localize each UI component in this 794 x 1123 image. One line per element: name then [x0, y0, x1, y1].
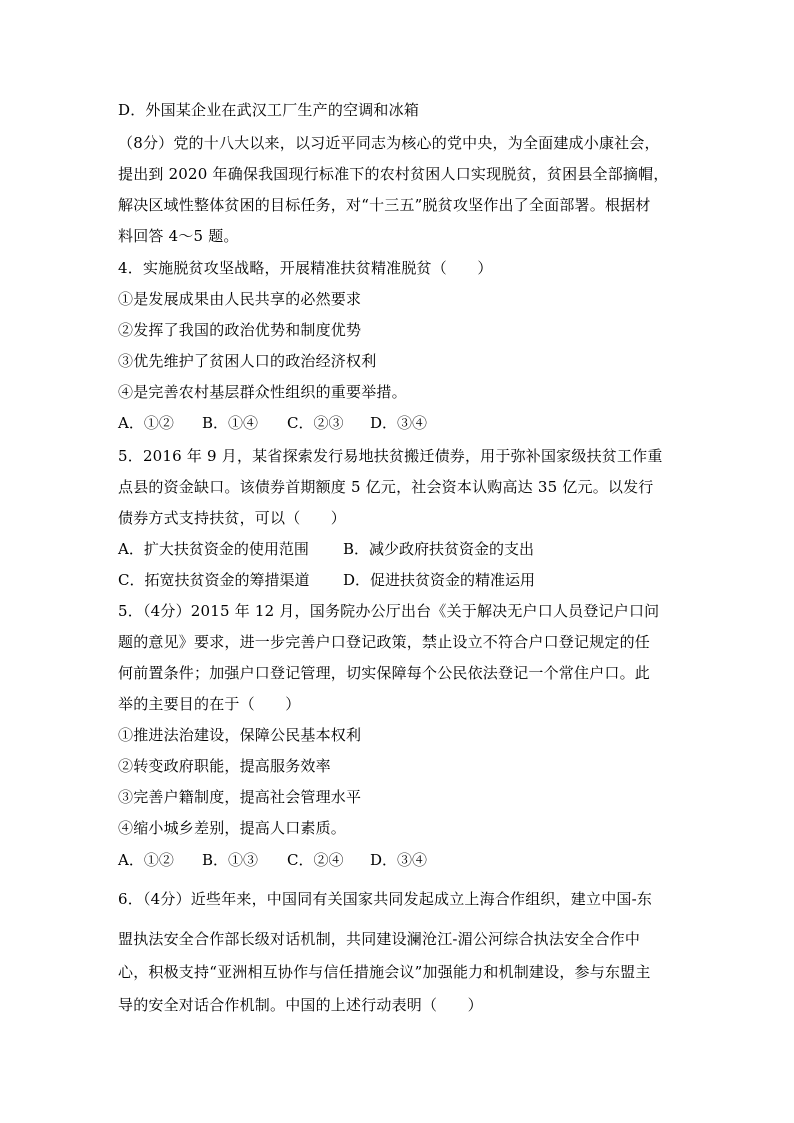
q4-option-a: A．①② [118, 414, 174, 432]
q5b-item-1: ①推进法治建设，保障公民基本权利 [118, 726, 362, 744]
q5b-option-c: C．②④ [287, 851, 344, 869]
q6-stem-1: 6．（4分）近些年来，中国同有关国家共同发起成立上海合作组织，建立中国-东 [118, 890, 653, 908]
q5b-option-a: A．①② [118, 851, 174, 869]
q6-stem-4: 导的安全对话合作机制。中国的上述行动表明（ ） [118, 996, 483, 1014]
q4-item-2: ②发挥了我国的政治优势和制度优势 [118, 321, 362, 339]
q5b-options [118, 850, 427, 870]
q4-option-d: D．③④ [370, 414, 428, 432]
intro-line-4: 料回答 4～5 题。 [118, 227, 239, 245]
q3-option-d: D．外国某企业在武汉工厂生产的空调和冰箱 [118, 101, 420, 119]
q5b-stem-4: 举的主要目的在于（ ） [118, 695, 301, 713]
q5a-options-row-2 [118, 570, 535, 590]
q5a-option-b: B．减少政府扶贫资金的支出 [343, 540, 535, 558]
intro-line-3: 解决区域性整体贫困的目标任务，对“十三五”脱贫攻坚作出了全面部署。根据材 [118, 196, 651, 214]
intro-line-2: 提出到 2020 年确保我国现行标准下的农村贫困人口实现脱贫，贫困县全部摘帽， [118, 165, 669, 183]
q4-item-3: ③优先维护了贫困人口的政治经济权利 [118, 352, 377, 370]
q5a-options-row-1 [118, 539, 534, 559]
q5b-stem-2: 题的意见》要求，进一步完善户口登记政策，禁止设立不符合户口登记规定的任 [118, 633, 651, 651]
q5b-item-2: ②转变政府职能，提高服务效率 [118, 757, 331, 775]
intro-line-1: （8分）党的十八大以来，以习近平同志为核心的党中央，为全面建成小康社会， [118, 134, 660, 152]
q5a-stem-3: 债券方式支持扶贫，可以（ ） [118, 509, 347, 527]
q5b-stem-1: 5．（4分）2015 年 12 月，国务院办公厅出台《关于解决无户口人员登记户口问 [118, 602, 660, 620]
q5b-option-d: D．③④ [370, 851, 428, 869]
q5a-stem-2: 点县的资金缺口。该债券首期额度 5 亿元，社会资本认购高达 35 亿元。以发行 [118, 478, 654, 496]
q5a-option-a: A．扩大扶贫资金的使用范围 [118, 540, 309, 558]
q5b-stem-3: 何前置条件；加强户口登记管理，切实保障每个公民依法登记一个常住户口。此 [118, 664, 651, 682]
q5a-option-c: C．拓宽扶贫资金的筹措渠道 [118, 571, 310, 589]
q5a-stem-1: 5．2016 年 9 月，某省探索发行易地扶贫搬迁债券，用于弥补国家级扶贫工作重 [118, 447, 663, 465]
q4-option-b: B．①④ [202, 414, 259, 432]
q5b-item-3: ③完善户籍制度，提高社会管理水平 [118, 788, 362, 806]
q4-stem: 4．实施脱贫攻坚战略，开展精准扶贫精准脱贫（ ） [118, 259, 493, 277]
q6-stem-2: 盟执法安全合作部长级对话机制，共同建设澜沧江-湄公河综合执法安全合作中 [118, 930, 641, 948]
q4-option-c: C．②③ [287, 414, 344, 432]
q5b-item-4: ④缩小城乡差别，提高人口素质。 [118, 819, 347, 837]
q5a-option-d: D．促进扶贫资金的精准运用 [343, 571, 536, 589]
q4-item-4: ④是完善农村基层群众性组织的重要举措。 [118, 383, 407, 401]
q4-item-1: ①是发展成果由人民共享的必然要求 [118, 290, 362, 308]
q4-options [118, 413, 427, 433]
q5b-option-b: B．①③ [202, 851, 259, 869]
q6-stem-3: 心，积极支持“亚洲相互协作与信任措施会议”加强能力和机制建设，参与东盟主 [118, 963, 651, 981]
